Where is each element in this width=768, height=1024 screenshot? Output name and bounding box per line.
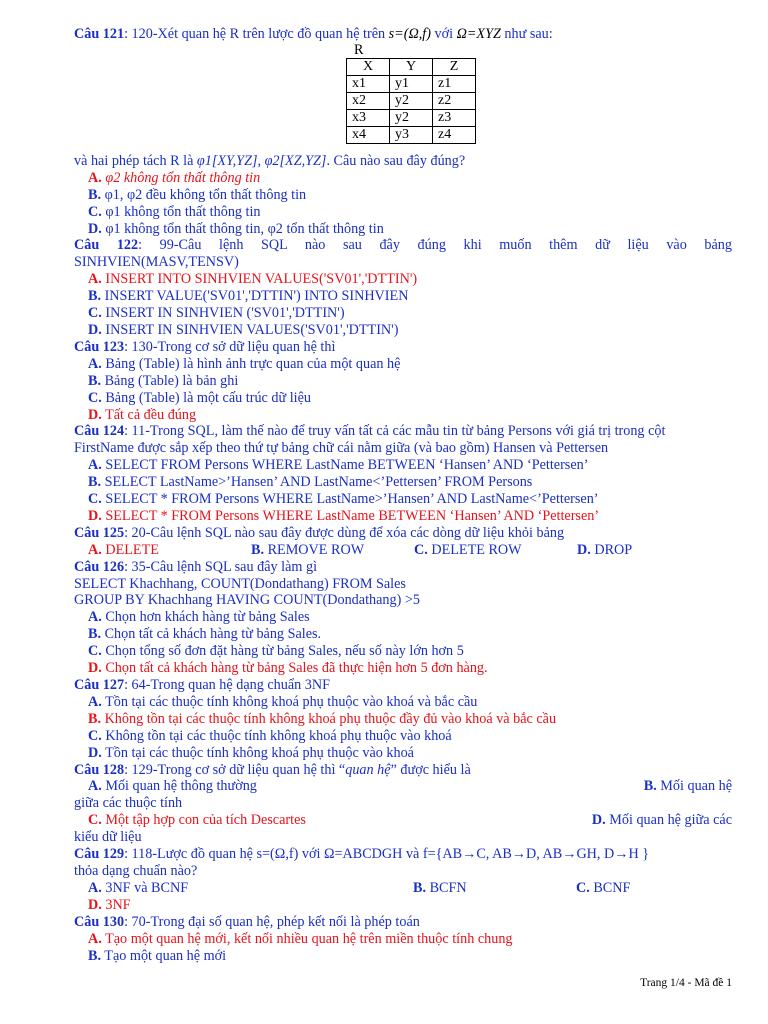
option-a[interactable]: A. 3NF và BCNF xyxy=(88,879,189,896)
option-b[interactable]: B. Không tồn tại các thuộc tính không khoá phụ thuộc đầy đủ vào khoá và bắc cầu xyxy=(88,710,557,727)
option-b[interactable]: B. Tạo một quan hệ mới xyxy=(88,947,227,964)
table-row xyxy=(347,75,476,92)
option-c[interactable]: C. φ1 không tổn thất thông tin xyxy=(88,203,261,220)
question-121: Câu 121: 120-Xét quan hệ R trên lược đồ quan hệ trên s=(Ω,f) với Ω=XYZ như sau: R X Y Z x1 y1 z1 x2 y2 z2 x3 y2 z3 x4 y3 z4 và hai phép tách R là φ1[XY,YZ], φ2[XZ,YZ]. Câu nào sau đây đúng? A. φ2 không tổn thất thông tin B. φ1, φ2 đều không tổn thất thông tin C. φ1 không tổn thất thông tin D. φ1 không tổn thất thông tin, φ2 tổn thất thông tin xyxy=(74,26,732,237)
table-cell: y3 xyxy=(390,126,433,143)
relation-name: R xyxy=(354,41,364,58)
option-b[interactable]: B. BCFN xyxy=(413,879,467,896)
option-b[interactable]: B. φ1, φ2 đều không tổn thất thông tin xyxy=(88,186,307,203)
option-a[interactable]: A. Bảng (Table) là hình ảnh trực quan của một quan hệ xyxy=(88,355,401,372)
table-cell: z1 xyxy=(433,75,476,92)
options-row xyxy=(74,542,732,559)
formula: φ1[XY,YZ], φ2[XZ,YZ] xyxy=(196,152,327,169)
exam-page xyxy=(74,26,732,964)
question-127: Câu 127: 64-Trong quan hệ dạng chuẩn 3NF A. Tồn tại các thuộc tính không khoá phụ thuộc vào khoá và bắc cầu B. Không tồn tại các thuộc tính không khoá phụ thuộc đầy đủ vào khoá và bắc cầu C. Không tồn tại các thuộc tính không khoá phụ thuộc vào khoá D. Tồn tại các thuộc tính không khoá phụ thuộc vào khoá xyxy=(74,677,732,762)
question-number: Câu 126 xyxy=(74,558,125,575)
option-b[interactable]: B. SELECT LastName>’Hansen’ AND LastName<’Pettersen’ FROM Persons xyxy=(88,474,533,491)
page-footer: Trang 1/4 - Mã đề 1 xyxy=(640,977,732,989)
table-row xyxy=(347,92,476,109)
option-c[interactable]: C. BCNF xyxy=(576,879,631,896)
option-a[interactable]: A. SELECT FROM Persons WHERE LastName BETWEEN ‘Hansen’ AND ‘Pettersen’ xyxy=(88,457,589,474)
option-d[interactable]: D. Mối quan hệ giữa các xyxy=(591,812,732,829)
question-number: Câu 127 xyxy=(74,677,125,693)
option-b[interactable]: B. Chọn tất cả khách hàng từ bảng Sales. xyxy=(88,626,322,643)
option-c[interactable]: C. SELECT * FROM Persons WHERE LastName>’Hansen’ AND LastName<’Pettersen’ xyxy=(88,491,599,508)
table-cell: z4 xyxy=(433,126,476,143)
table-cell: z2 xyxy=(433,92,476,109)
question-number: Câu 122 xyxy=(74,237,139,254)
options-row xyxy=(74,778,732,795)
question-number: Câu 125 xyxy=(74,524,125,541)
sql-line: SELECT Khachhang, COUNT(Dondathang) FROM Sales xyxy=(74,575,406,592)
option-d[interactable]: D. Chọn tất cả khách hàng từ bảng Sales đã thực hiện hơn 5 đơn hàng. xyxy=(88,660,488,677)
option-d-continued: kiểu dữ liệu xyxy=(74,829,142,846)
relation-r xyxy=(346,43,732,144)
option-c[interactable]: C. Một tập hợp con của tích Descartes xyxy=(88,812,306,829)
option-c[interactable]: C. Không tồn tại các thuộc tính không khoá phụ thuộc vào khoá xyxy=(88,727,452,744)
option-b-continued: giữa các thuộc tính xyxy=(74,795,183,812)
option-d[interactable]: D. DROP xyxy=(577,541,633,558)
table-cell: y2 xyxy=(390,92,433,109)
question-number: Câu 124 xyxy=(74,423,125,440)
option-a[interactable]: A. INSERT INTO SINHVIEN VALUES('SV01','DTTIN') xyxy=(88,271,418,288)
option-d[interactable]: D. INSERT IN SINHVIEN VALUES('SV01','DTTIN') xyxy=(88,321,399,338)
table-header-cell: X xyxy=(347,58,390,75)
table-cell: x4 xyxy=(347,126,390,143)
question-125: Câu 125: 20-Câu lệnh SQL nào sau đây được dùng để xóa các dòng dữ liệu khỏi bảng A. DELETE B. REMOVE ROW C. DELETE ROW D. DROP xyxy=(74,525,732,559)
question-number: Câu 130 xyxy=(74,913,125,930)
option-b[interactable]: B. Bảng (Table) là bản ghi xyxy=(88,372,239,389)
question-number: Câu 129 xyxy=(74,846,125,863)
option-a[interactable]: A. Mối quan hệ thông thường xyxy=(88,778,257,795)
table-row xyxy=(347,126,476,143)
option-c[interactable]: C. INSERT IN SINHVIEN ('SV01','DTTIN') xyxy=(88,305,345,322)
option-d[interactable]: D. φ1 không tổn thất thông tin, φ2 tổn thất thông tin xyxy=(88,220,384,237)
option-a[interactable]: A. Tạo một quan hệ mới, kết nối nhiều quan hệ trên miền thuộc tính chung xyxy=(88,930,513,947)
table-header-cell: Z xyxy=(433,58,476,75)
table-cell: y1 xyxy=(390,75,433,92)
table-header-row xyxy=(347,58,476,75)
table-row xyxy=(347,109,476,126)
question-126: Câu 126: 35-Câu lệnh SQL sau đây làm gì SELECT Khachhang, COUNT(Dondathang) FROM Sales GROUP BY Khachhang HAVING COUNT(Dondathang) >5 A. Chọn hơn khách hàng từ bảng Sales B. Chọn tất cả khách hàng từ bảng Sales. C. Chọn tổng số đơn đặt hàng từ bảng Sales, nếu số này lớn hơn 5 D. Chọn tất cả khách hàng từ bảng Sales đã thực hiện hơn 5 đơn hàng. xyxy=(74,559,732,677)
options-row xyxy=(74,880,732,897)
option-a[interactable]: A. Chọn hơn khách hàng từ bảng Sales xyxy=(88,609,310,626)
formula: Ω=XYZ xyxy=(456,26,501,42)
option-b[interactable]: B. REMOVE ROW xyxy=(251,541,365,558)
option-a[interactable]: A. Tồn tại các thuộc tính không khoá phụ thuộc vào khoá và bắc cầu xyxy=(88,693,478,710)
question-number: Câu 128 xyxy=(74,761,125,778)
formula: s=(Ω,f) xyxy=(388,26,431,42)
option-c[interactable]: C. Chọn tổng số đơn đặt hàng từ bảng Sales, nếu số này lớn hơn 5 xyxy=(88,643,464,660)
option-d[interactable]: D. Tất cả đều đúng xyxy=(88,406,197,423)
option-a[interactable]: A. φ2 không tổn thất thông tin xyxy=(88,169,261,186)
question-122: Câu 122: 99-Câu lệnh SQL nào sau đây đúng khi muốn thêm dữ liệu vào bảng SINHVIEN(MASV,TENSV) A. INSERT INTO SINHVIEN VALUES('SV01','DTTIN') B. INSERT VALUE('SV01','DTTIN') INTO SINHVIEN C. INSERT IN SINHVIEN ('SV01','DTTIN') D. INSERT IN SINHVIEN VALUES('SV01','DTTIN') xyxy=(74,237,732,338)
question-130: Câu 130: 70-Trong đại số quan hệ, phép kết nối là phép toán A. Tạo một quan hệ mới, kết nối nhiều quan hệ trên miền thuộc tính chung B. Tạo một quan hệ mới xyxy=(74,914,732,965)
option-d[interactable]: D. Tồn tại các thuộc tính không khoá phụ thuộc vào khoá xyxy=(88,744,414,761)
options-row xyxy=(74,812,732,829)
question-129: Câu 129: 118-Lược đồ quan hệ s=(Ω,f) với Ω=ABCDGH và f={AB→C, AB→D, AB→GH, D→H } thỏa dạng chuẩn nào? A. 3NF và BCNF B. BCFN C. BCNF D. 3NF xyxy=(74,846,732,914)
question-123: Câu 123: 130-Trong cơ sở dữ liệu quan hệ thì A. Bảng (Table) là hình ảnh trực quan của một quan hệ B. Bảng (Table) là bản ghi C. Bảng (Table) là một cấu trúc dữ liệu D. Tất cả đều đúng xyxy=(74,339,732,424)
table-cell: y2 xyxy=(390,109,433,126)
table-cell: x1 xyxy=(347,75,390,92)
option-a[interactable]: A. DELETE xyxy=(88,541,159,558)
table-cell: z3 xyxy=(433,109,476,126)
option-c[interactable]: C. Bảng (Table) là một cấu trúc dữ liệu xyxy=(88,389,311,406)
question-number: Câu 123 xyxy=(74,338,125,355)
option-b[interactable]: B. INSERT VALUE('SV01','DTTIN') INTO SINHVIEN xyxy=(88,288,409,305)
option-c[interactable]: C. DELETE ROW xyxy=(414,541,522,558)
sql-line: GROUP BY Khachhang HAVING COUNT(Dondathang) >5 xyxy=(74,592,420,609)
option-d[interactable]: D. 3NF xyxy=(88,896,131,913)
relation-table xyxy=(346,58,476,144)
question-128: Câu 128: 129-Trong cơ sở dữ liệu quan hệ thì “quan hệ” được hiểu là A. Mối quan hệ thông thường B. Mối quan hệ giữa các thuộc tính C. Một tập hợp con của tích Descartes D. Mối quan hệ giữa các kiểu dữ liệu xyxy=(74,761,732,846)
option-b[interactable]: B. Mối quan hệ xyxy=(643,778,732,795)
option-d[interactable]: D. SELECT * FROM Persons WHERE LastName BETWEEN ‘Hansen’ AND ‘Pettersen’ xyxy=(88,507,600,524)
table-header-cell: Y xyxy=(390,58,433,75)
table-cell: x2 xyxy=(347,92,390,109)
question-number: Câu 121 xyxy=(74,26,125,42)
table-cell: x3 xyxy=(347,109,390,126)
question-124: Câu 124: 11-Trong SQL, làm thế nào để truy vấn tất cả các mẫu tin từ bảng Persons với giá trị trong cột FirstName được sắp xếp theo thứ tự bảng chữ cái nằm giữa (và bao gồm) Hansen và Pettersen A. SELECT FROM Persons WHERE LastName BETWEEN ‘Hansen’ AND ‘Pettersen’ B. SELECT LastName>’Hansen’ AND LastName<’Pettersen’ FROM Persons C. SELECT * FROM Persons WHERE LastName>’Hansen’ AND LastName<’Pettersen’ D. SELECT * FROM Persons WHERE LastName BETWEEN ‘Hansen’ AND ‘Pettersen’ xyxy=(74,423,732,524)
